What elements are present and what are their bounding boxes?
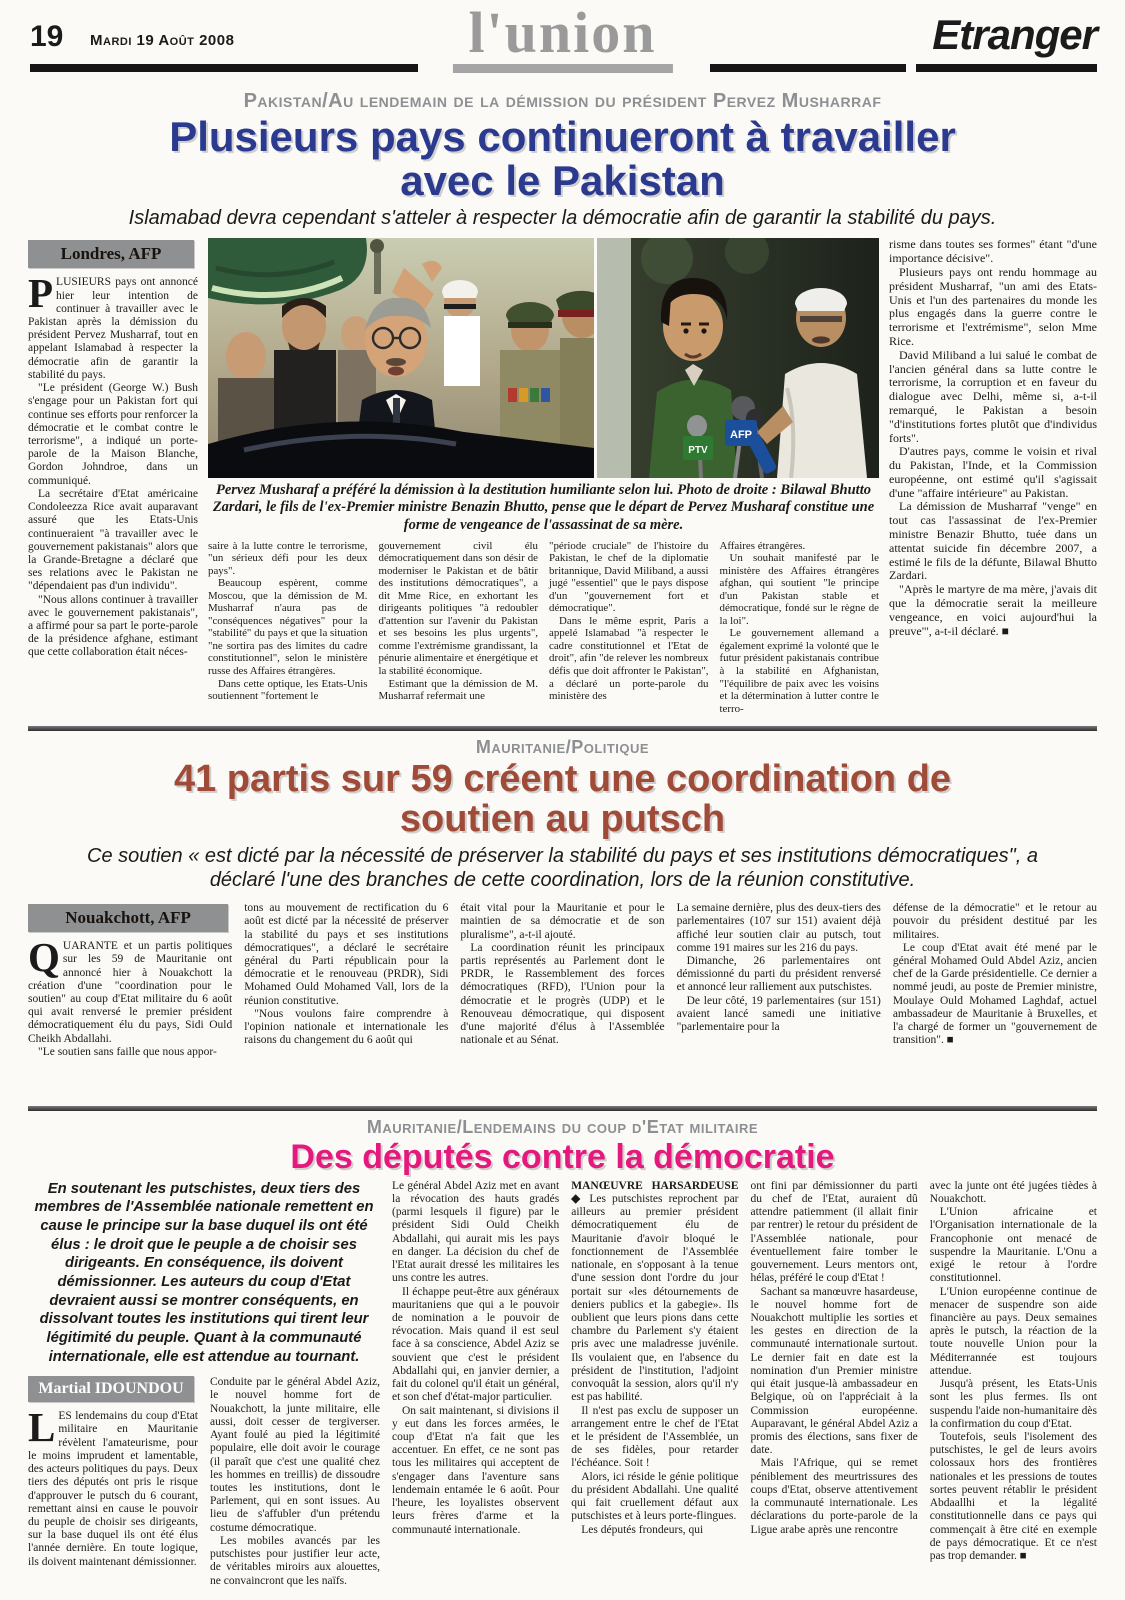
paragraph: Affaires étrangères. bbox=[719, 539, 806, 552]
paragraph: L'Union européenne continue de menacer de suspendre son aide financière au pays. Deux semaines après le putsch, la réaction de la toute nouvelle Union pour la Méditerrannée est toujours attendue. bbox=[929, 1285, 1097, 1377]
paragraph: Dimanche, 26 parlementaires ont démissionné du parti du président renversé et annoncé leur ralliement aux putschistes. bbox=[676, 955, 881, 994]
article-subhead: Ce soutien « est dicté par la nécessité de préserver la stabilité du pays et ses institutions démocratiques", a déclaré l'une des branches de cette coordination, lors de la réunion constitutive. bbox=[87, 845, 1038, 892]
header-rule-mid bbox=[710, 64, 906, 72]
paragraph: Le gouvernement allemand a également exprimé la volonté que le futur président pakistanais contribue à la stabilité en Afghanistan, "l'équilibre de paix avec les voisins et la détermination à lutter contre le terro- bbox=[719, 627, 879, 715]
text-column-2 bbox=[208, 540, 368, 719]
text-column bbox=[28, 270, 198, 659]
paragraph: QUARANTE et un partis politiques sur les 59 de Mauritanie ont annoncé hier à Nouakchott la création d'une "coordination pour le soutien" au coup d'Etat militaire du 6 août qui avait renversé le premier président démocratiquement élu du pays, Sidi Ould Cheikh Abdallahi. bbox=[28, 934, 233, 1045]
paragraph: Les députés frondeurs, qui bbox=[581, 1523, 704, 1536]
section-divider bbox=[28, 1106, 1097, 1111]
paragraph: L'Union africaine et l'Organisation internationale de la Francophonie ont menacé de suspendre la Mauritanie. L'Onu a exigé le retour à l'ordre constitutionnel. bbox=[929, 1206, 1097, 1285]
paragraph: LES lendemains du coup d'Etat militaire en Mauritanie révèlent l'amateurisme, pour le moins imprudent et lamentable, des acteurs politiques du pays. Deux tiers des députés ont pris le risque d'approuver le putsch du 6 courant, remettant ainsi en cause le pouvoir du peuple de choisir ses dirigeants, sur la base duquel ils ont été élus l'année dernière. En toute logique, ils doivent maintenant démissionner. bbox=[28, 1404, 198, 1568]
paragraph: La démission de Musharraf "venge" en tout cas l'assassinat de l'ex-Premier ministre Benazir Bhutto, tuée dans un attentat suicide fin décembre 2007, a estimé le fils de la défunte, Bilawal Bhutto Zardari. bbox=[889, 499, 1097, 583]
article-intro: En soutenant les putschistes, deux tiers des membres de l'Assemblée nationale remettent en cause le principe sur la base duquel ils ont été élus : le droit que le peuple a de choisir ses dirigeants. En conséquence, ils doivent démissionner. Les auteurs du coup d'Etat devraient aussi se montrer conséquents, en dissolvant toutes les institutions qui tirent leur légitimité du peuple. Quant à la communauté internationale, elle est attendue au tournant. bbox=[34, 1180, 374, 1365]
paragraph: risme dans toutes ses formes" étant "d'une importance décisive". bbox=[889, 238, 1097, 266]
paragraph: "Nous allons continuer à travailler avec le gouvernement pakistanais", a affirmé pour sa part le porte-parole de la présidence afghane, estimant que cette collaboration était néces- bbox=[28, 593, 198, 659]
column-1 bbox=[28, 902, 232, 1098]
text-column bbox=[28, 1404, 198, 1569]
paragraph: La semaine dernière, plus des deux-tiers des parlementaires (107 sur 151) avaient déjà affiché leur soutien clair au putsch, tout comme 191 maires sur les 216 du pays. bbox=[676, 902, 881, 954]
text-column-3 bbox=[379, 540, 539, 719]
paragraph-text: Les putschistes reprochent par ailleurs au premier président démocratiquement élu de Mauritanie d'avoir bloqué le fonctionnement de l'Assemblée nationale, en s'opposant à la tenue d'une session dont l'ordre du jour portait sur «les détournements de deniers publics et la gabegie». Ils oublient que leurs pions dans cette chambre du Parlement s'y étaient pris avec une maladresse juvénile. Ils voulaient que, en l'absence du président de l'institution, l'adjoint convoquât la session, alors qu'il n'y est pas habilité. bbox=[571, 1193, 739, 1404]
photo-strip bbox=[208, 238, 879, 478]
paragraph: tons au mouvement de rectification du 6 août est dicté par la nécessité de préserver la stabilité du pays et ses institutions démocratiques", a déclaré le secrétaire général du Parti républicain pour la démocratie et le renouveau (PRDR), Sidi Mohamed Ould Mohamed Vall, lors de la réunion constitutive. bbox=[244, 902, 449, 1007]
paragraph: Il échappe peut-être aux généraux mauritaniens que qui a le pouvoir de nomination a le pouvoir de révocation. Mais quand il est seul face à sa conscience, Abdel Aziz se souvient que c'est le président Abdallahi qui, en janvier dernier, a fait du colonel qu'il était un général, et son chef d'état-major particulier. bbox=[392, 1285, 560, 1404]
column-1 bbox=[28, 1376, 198, 1600]
column-4-rest bbox=[571, 1405, 738, 1537]
paragraph: saire à la lutte contre le terrorisme, "un sérieux défi pour les deux pays". bbox=[208, 539, 368, 577]
paragraph: La secrétaire d'Etat américaine Condoleezza Rice avait auparavant assuré que les Etats-Unis continueraient "à travailler avec le gouvernement pakistanais" alors que la Grande-Bretagne a déclaré que ses relations avec le Pakistan ne "dépendaient pas d'un individu". bbox=[28, 487, 198, 593]
paragraph: Alors, ici réside le génie politique du président Abdallahi. Une qualité qui fait cruellement défaut aux putschistes et à leurs porte-flingues. bbox=[571, 1470, 739, 1523]
article-body bbox=[28, 238, 1097, 718]
paragraph: "période cruciale" de l'histoire du Pakistan, le chef de la diplomatie britannique, David Miliband, a aussi jugé "essentiel" que le pays dispose d'un "gouvernement fort et démocratique". bbox=[549, 539, 709, 615]
paragraph: avec la junte ont été jugées tièdes à Nouakchott. bbox=[929, 1179, 1097, 1206]
paragraph: était vital pour la Mauritanie et pour le maintien de sa démocratie et de son pluralisme", a-t-il ajouté. bbox=[460, 902, 665, 941]
mic-flag-afp: AFP bbox=[730, 429, 752, 442]
dateline-box: Nouakchott, AFP bbox=[28, 904, 228, 932]
mic-flag-ptv: PTV bbox=[688, 445, 708, 457]
paragraph: D'autres pays, comme le voisin et rival du Pakistan, l'Inde, et la Commission européenne, ont estimé qu'il s'agissait d'une "affaire intérieure" au Pakistan. bbox=[889, 444, 1097, 500]
article-body bbox=[28, 1180, 1097, 1600]
paragraph: "Nous voulons faire comprendre à l'opinion nationale et internationale les raisons du changement du 6 août qui bbox=[244, 1007, 449, 1047]
column-2 bbox=[244, 902, 448, 1098]
text-column-5 bbox=[720, 540, 880, 719]
manoeuvre-paragraph bbox=[571, 1180, 738, 1405]
paragraph: Sachant sa manœuvre hasardeuse, le nouvel homme fort de Nouakchott multiplie les sorties et les gestes en direction de la communauté internationale surtout. Le dernier fait en date est la nomination d'un Premier ministre qui était jusque-là ambassadeur en Belgique, où on l'appréciait à la Commission européenne. Auparavant, le général Abdel Aziz a promis des élections, sans fixer de date. bbox=[750, 1285, 918, 1457]
column-5 bbox=[751, 1180, 918, 1600]
paragraph: De leur côté, 19 parlementaires (sur 151) avaient lancé samedi une initiative "parlementaire pour la bbox=[676, 994, 881, 1034]
dateline-box: Londres, AFP bbox=[28, 240, 194, 268]
paragraph: ont fini par démissionner du parti du chef de l'Etat, auraient dû attendre patiemment (il allait finir par rentrer) le retour du président de l'Assemblée nationale, pour éventuellement faire tomber le gouvernement. Leurs mentors ont, hélas, préféré le coup d'Etat ! bbox=[750, 1179, 918, 1285]
paragraph: "Le soutien sans faille que nous appor- bbox=[38, 1045, 217, 1058]
article-kicker: Mauritanie/Politique bbox=[475, 737, 650, 758]
header-rule-left bbox=[30, 64, 418, 72]
column-left bbox=[28, 238, 198, 718]
column-6 bbox=[930, 1180, 1097, 1600]
column-2 bbox=[210, 1376, 380, 1600]
column-right bbox=[889, 238, 1097, 718]
paragraph: Conduite par le général Abdel Aziz, le nouvel homme fort de Nouakchott, la junte militaire, elle aussi, doit cesser de tergiverser. Ayant foulé au pied la légitimité populaire, elle doit avoir le courage (il paraît que c'est une qualité chez les hommes en treillis) de dissoudre toutes les institutions, dont le Parlement, qui en sont issues. Au lieu de s'affubler d'un prétendu costume démocratique. bbox=[210, 1376, 380, 1534]
article-center bbox=[208, 238, 879, 718]
article-kicker: Pakistan/Au lendemain de la démission du président Pervez Musharraf bbox=[243, 90, 882, 112]
paragraph: On sait maintenant, si divisions il y eut dans les forces armées, le coup d'Etat n'a fait que les accentuer. En effet, ce ne sont pas tous les militaires qui acceptent de s'engager dans l'aventure sans lendemain entamée le 6 août. Pour l'heure, les loyalistes observent leurs frères d'arme et la communauté internationale. bbox=[392, 1404, 560, 1536]
paragraph: Le général Abdel Aziz met en avant la révocation des hauts gradés (parmi lesquels il figure) par le président Sidi Ould Cheikh Abdallahi, qui aurait mis les pays en danger. La décision du chef de l'Etat aurait dressé les militaires les uns contre les autres. bbox=[392, 1179, 560, 1285]
column-4 bbox=[571, 1180, 738, 1600]
paragraph-lead-in: MANŒUVRE HARSARDEUSE ◆ bbox=[571, 1179, 739, 1206]
column-3 bbox=[392, 1180, 559, 1600]
paragraph: gouvernement civil élu démocratiquement dans son désir de moderniser le Pakistan et de bâtir des institutions démocratiques", a dit Mme Rice, en exhortant les dirigeants politiques "à redoubler d'attention sur l'avenir du Pakistan et ses besoins les plus urgents", comme l'extrémisme grandissant, la pénurie alimentaire et énergétique et la stabilité économique. bbox=[378, 539, 538, 677]
article-headline: Plusieurs pays continueront à travailler avec le Pakistan bbox=[169, 113, 956, 204]
paragraph: Il n'est pas exclu de supposer un arrangement entre le chef de l'Etat et le président de l'Assemblée, un de ses fidèles, pour retarder l'échéance. Soit ! bbox=[571, 1404, 739, 1470]
paragraph: Les mobiles avancés par les putschistes pour justifier leur acte, de véritables miroirs aux alouettes, ne convaincront que les naïfs. bbox=[210, 1534, 380, 1587]
paragraph: Le coup d'Etat avait été mené par le général Mohamed Ould Abdel Aziz, ancien chef de la Garde présidentielle. Ce dernier a nommé jeudi, au poste de Premier ministre, Moulaye Ould Mohamed Laghdaf, actuel ambassadeur de Mauritanie à Bruxelles, et l'a chargé de former un "gouvernement de transition". ■ bbox=[892, 941, 1097, 1047]
section-title: Etranger bbox=[932, 11, 1097, 58]
page-number: 19 bbox=[30, 20, 64, 53]
paragraph: Plusieurs pays ont rendu hommage au président Musharraf, "un ami des Etats-Unis et l'un des partenaires du monde les plus engagés dans la guerre contre le terrorisme et l'extrémisme", selon Mme Rice. bbox=[889, 264, 1097, 348]
column-4 bbox=[677, 902, 881, 1098]
page-header bbox=[28, 0, 1097, 86]
paragraph: Beaucoup espèrent, comme Moscou, que la démission de M. Musharraf n'aura pas de "conséquences négatives" pour la "stabilité" du pays et que la situation "ne sortira pas des limites du cadre constitutionnel", selon le ministère russe des Affaires étrangères. bbox=[208, 577, 368, 677]
paragraph: La coordination réunit les principaux partis représentés au Parlement dont le PRDR, le Rassemblement des forces démocratiques (RFD), l'Union pour la démocratie et le progrès (UDP) et le Renouveau démocratique, qui disposent d'une majorité d'élus à l'Assemblée nationale et au Sénat. bbox=[460, 941, 665, 1047]
article-headline: Des députés contre la démocratie bbox=[290, 1138, 835, 1177]
section-divider bbox=[28, 726, 1097, 731]
paragraph: Estimant que la démission de M. Musharraf refermait une bbox=[378, 677, 538, 703]
text-column bbox=[28, 934, 233, 1059]
photo-musharraf-saluting bbox=[208, 238, 594, 478]
article-pakistan bbox=[28, 90, 1097, 718]
article-headline: 41 partis sur 59 créent une coordination de soutien au putsch bbox=[173, 758, 952, 841]
paragraph: Mais l'Afrique, qui se remet péniblement des meurtrissures des coups d'Etat, observe attentivement la communauté internationale. Les déclarations du porte-parole de la Ligue arabe après une rencontre bbox=[750, 1457, 918, 1536]
body-columns bbox=[208, 540, 879, 719]
paragraph: "Après le martyre de ma mère, j'avais dit que la démocratie serait la meilleure vengeance, en voici aujourd'hui la preuve"', a-t-il déclaré. ■ bbox=[889, 582, 1097, 638]
masthead-logo: l'union bbox=[452, 4, 672, 73]
paragraph: David Miliband a lui salué le combat de l'ancien général dans sa lutte contre le terrorisme, la corruption et en faveur du dialogue avec Delhi, même si, a-t-il remarqué, le Pakistan a besoin "d'institutions fortes plutôt que d'individus forts". bbox=[889, 347, 1097, 445]
column-5 bbox=[893, 902, 1097, 1098]
column-3 bbox=[460, 902, 664, 1098]
article-body bbox=[28, 902, 1097, 1098]
paragraph: Toutefois, seuls l'isolement des putschistes, le gel de leurs avoirs colossaux hors des frontières nationales et les pressions de toutes sortes peuvent rétablir le président Abdaallhi et la légalité constitutionnelle dans ce pays qui commençait à être cité en exemple de pays démocratique. Et ce n'est pas trop demander. ■ bbox=[929, 1430, 1097, 1562]
paragraph: "Le président (George W.) Bush s'engage pour un Pakistan fort qui continue ses efforts pour renforcer la démocratie et le combat contre le terrorisme", a indiqué un porte-parole de la Maison Blanche, Gordon Johndroe, dans un communiqué. bbox=[28, 382, 198, 487]
paragraph: Dans le même esprit, Paris a appelé Islamabad "à respecter le cadre constitutionnel et l'Etat de droit", afin "de relever les nombreux défis que doit affronter le Pakistan", a déclaré un porte-parole du ministère des bbox=[549, 614, 709, 703]
article-deputes bbox=[28, 1117, 1097, 1600]
article-subhead: Islamabad devra cependant s'atteler à respecter la démocratie afin de garantir la stabilité du pays. bbox=[128, 207, 997, 230]
photo-bilawal-bhutto bbox=[597, 238, 879, 478]
paragraph: PLUSIEURS pays ont annoncé hier leur intention de continuer à travailler avec le Pakistan après la démission du président Pervez Musharraf, tout en appelant Islamabad à respecter la démocratie afin de garantir la stabilité du pays. bbox=[28, 270, 198, 381]
page-date: Mardi 19 Août 2008 bbox=[90, 32, 235, 49]
byline-box: Martial IDOUNDOU bbox=[28, 1376, 194, 1402]
header-rule-right bbox=[916, 64, 1097, 72]
paragraph: Dans cette optique, les Etats-Unis soutiennent "fortement le bbox=[208, 677, 368, 703]
paragraph: Jusqu'à présent, les Etats-Unis sont les plus fermes. Ils ont suspendu l'aide non-humanitaire dès la confirmation du coup d'Etat. bbox=[929, 1378, 1097, 1430]
paragraph: Un souhait manifesté par le ministère des Affaires étrangères afghan, qui soutient "le principe d'un Pakistan stable et démocratique, fondé sur le règne de la loi". bbox=[719, 552, 879, 627]
intro-and-columns bbox=[28, 1180, 380, 1600]
text-column-4 bbox=[549, 540, 709, 719]
article-coordination bbox=[28, 737, 1097, 1098]
paragraph: défense de la démocratie" et le retour au pouvoir du président destitué par les militaires. bbox=[892, 902, 1097, 941]
article-kicker: Mauritanie/Lendemains du coup d'Etat militaire bbox=[366, 1117, 759, 1138]
photo-caption: Pervez Musharaf a préféré la démission à la destitution humiliante selon lui. Photo de droite : Bilawal Bhutto Zardari, le fils de l'ex-Premier ministre Benazin Bhutto, pense que le départ de Pervez Musharaf constitue une forme de vengeance de l'assassinat de sa mère. bbox=[212, 482, 875, 533]
